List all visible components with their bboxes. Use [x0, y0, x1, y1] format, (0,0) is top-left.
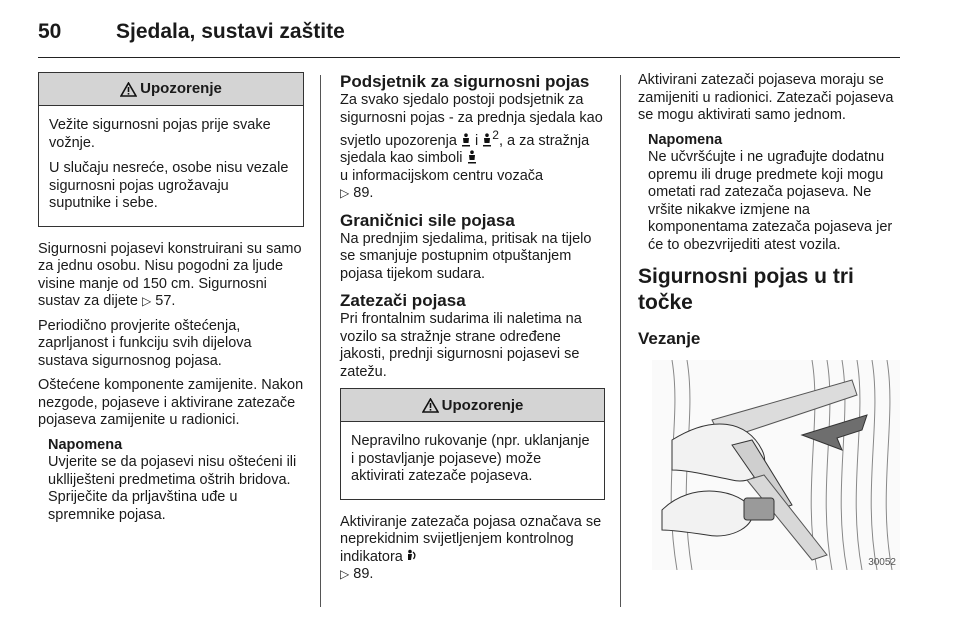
warning-box — [38, 72, 304, 227]
note-text: Uvjerite se da pojasevi nisu oštećeni ili uklliješteni predmetima oštrih bridova. Spriječite da prljavština uđe u spremnike pojasa. — [48, 454, 297, 523]
page-header — [38, 20, 900, 60]
page-number: 50 — [38, 20, 62, 43]
paragraph — [38, 241, 304, 311]
seatbelt-person-icon — [482, 133, 492, 147]
section-heading: Podsjetnik za sigurnosni pojas — [340, 72, 590, 91]
page-title: Sjedala, sustavi zaštite — [116, 20, 345, 43]
warning-box — [340, 388, 605, 500]
paragraph: Na prednjim sjedalima, pritisak na tijelo se smanjuje postupnim otpuštanjem pojasa tijekom sudara. — [340, 230, 592, 282]
seatbelt-fastening-illustration — [652, 360, 900, 570]
warning-text: Vežite sigurnosni pojas prije svake vožnje. — [49, 117, 271, 151]
section-heading: Zatezači pojasa — [340, 291, 466, 311]
header-rule — [38, 57, 900, 58]
illustration-code: 30052 — [868, 557, 896, 568]
warning-title: Upozorenje — [140, 80, 222, 98]
paragraph-text: Sigurnosni pojasevi konstruirani su samo za jednu osobu. Nisu pogodni za ljude visine manje od 150 cm. Sigurnosni sustav za dijete — [38, 240, 302, 309]
note — [38, 437, 304, 525]
seatbelt-person-icon — [461, 133, 471, 147]
warning-header — [341, 389, 604, 422]
page-reference-arrow-icon: ▷ — [340, 567, 350, 582]
paragraph-text: , a za stražnja sjedala kao simboli — [340, 132, 590, 167]
warning-text: Nepravilno rukovanje (npr. uklanjanje i postavljanje pojaseve) može aktivirati zatezače pojaseva. — [351, 433, 590, 485]
warning-triangle-icon — [422, 398, 439, 413]
airbag-tensioner-indicator-icon — [407, 549, 417, 563]
paragraph-text: i — [474, 132, 479, 149]
note-title: Napomena — [48, 436, 123, 453]
note — [638, 132, 900, 255]
page-reference-arrow-icon: ▷ — [141, 294, 152, 308]
page-reference: 89. — [353, 566, 374, 583]
paragraph-text: Aktiviranje zatezača pojasa označava se neprekidnim svijetljenjem kontrolnog indikatora — [340, 513, 602, 565]
page-reference: 57. — [155, 293, 176, 309]
page-reference-arrow-icon: ▷ — [340, 186, 350, 201]
paragraph — [340, 92, 605, 203]
warning-body — [39, 106, 303, 226]
section-heading: Graničnici sile pojasa — [340, 210, 515, 230]
note-title: Napomena — [648, 131, 723, 148]
paragraph-text: Za svako sjedalo postoji podsjetnik za sigurnosni pojas - za prednja sjedala kao svjetlo upozorenja — [340, 92, 603, 149]
subsection-heading: Vezanje — [638, 329, 701, 348]
superscript: 2 — [492, 128, 499, 142]
page-reference: 89. — [353, 185, 374, 202]
column-divider — [620, 75, 621, 607]
warning-title: Upozorenje — [441, 396, 524, 414]
seatbelt-person-icon — [467, 150, 477, 164]
warning-body — [341, 422, 604, 499]
paragraph: Aktivirani zatezači pojaseva moraju se zamijeniti u radionici. Zatezači pojaseva se mogu aktivirati samo jednom. — [638, 72, 894, 123]
seatbelt-fastening-drawing — [652, 360, 900, 570]
warning-text: U slučaju nesreće, osobe nisu vezale sigurnosni pojas ugrožavaju suputnike i sebe. — [49, 160, 289, 211]
column-3 — [638, 72, 900, 348]
note-text: Ne učvršćujte i ne ugrađujte dodatnu opremu ili druge predmete koji mogu ometati rad zatezača pojaseva. Ne vršite nikakve izmjene na komponentama zatezača pojaseva jer će to obezvrijediti atest vozila. — [648, 149, 893, 253]
warning-triangle-icon — [120, 82, 137, 97]
paragraph-text: u informacijskom centru vozača — [340, 167, 544, 184]
column-1 — [38, 72, 304, 532]
section-heading: Sigurnosni pojas u tri točke — [638, 265, 854, 314]
paragraph: Periodično provjerite oštećenja, zaprljanost i funkciju svih dijelova sustava sigurnosnog pojasa. — [38, 317, 252, 369]
paragraph: Oštećene komponente zamijenite. Nakon nezgode, pojaseve i aktivirane zatezače pojaseva zamijenite u radionici. — [38, 377, 304, 428]
column-2 — [340, 72, 605, 591]
paragraph — [340, 514, 605, 584]
warning-header — [39, 73, 303, 106]
paragraph: Pri frontalnim sudarima ili naletima na vozilo sa stražnje strane određene jakosti, prednji sigurnosni pojasevi se zatežu. — [340, 311, 582, 380]
column-divider — [320, 75, 321, 607]
